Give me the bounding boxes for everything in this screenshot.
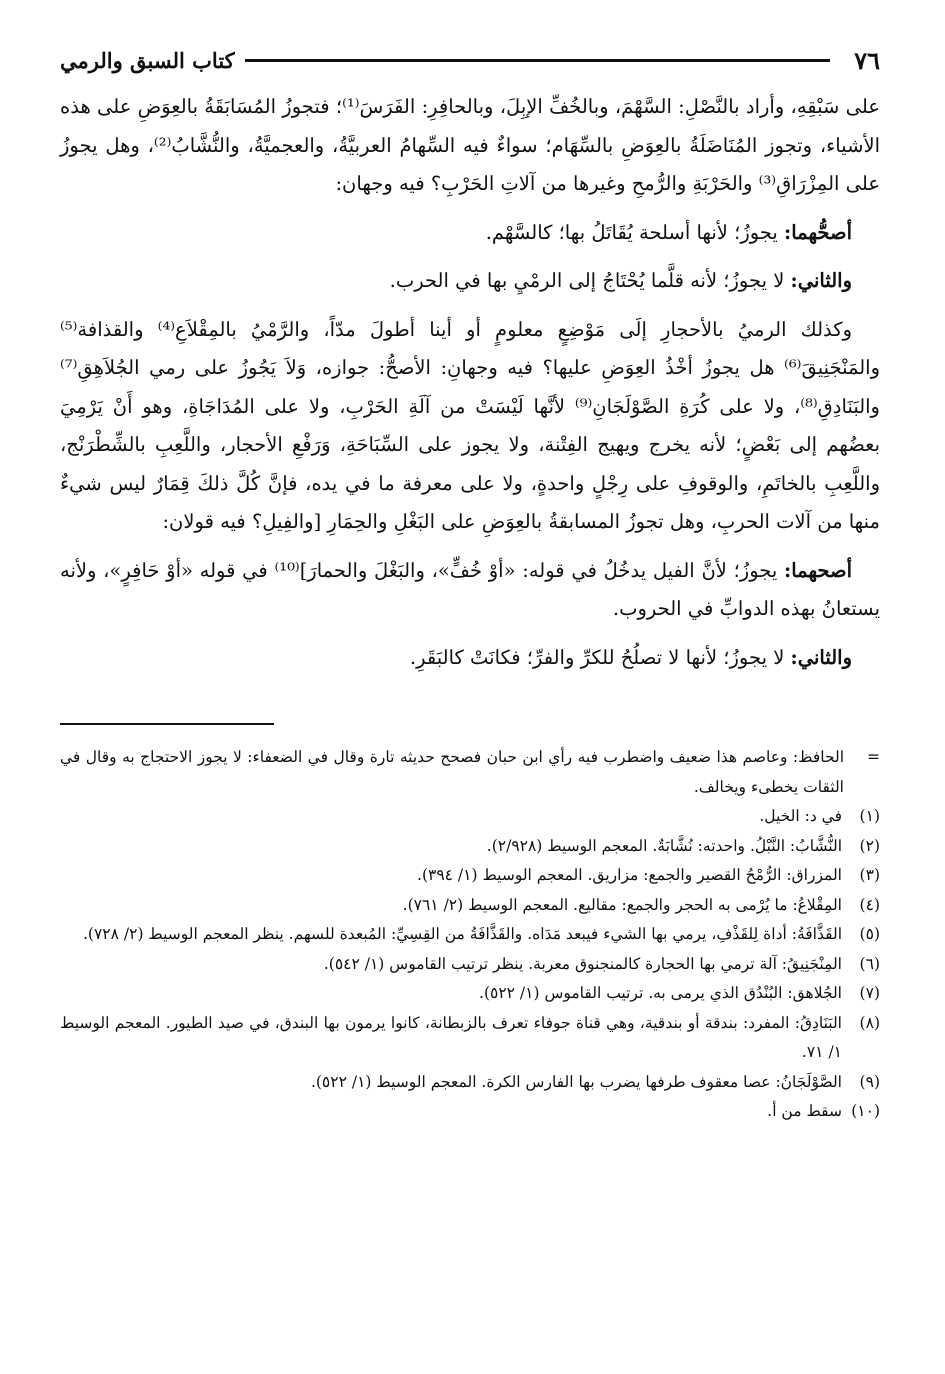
footnote-text: في د: الخيل.	[759, 807, 842, 825]
footnote-number: (٢)	[859, 836, 880, 855]
footnote-continuation	[60, 743, 880, 802]
footnote-number: (٤)	[859, 895, 880, 914]
footnote-6	[60, 950, 880, 980]
footnote-number: (٧)	[859, 984, 880, 1002]
footnote-text: الصَّوْلَجَانُ: عصا معقوف طرفها يضرب بها الفارس الكرة. المعجم الوسيط (١/ ٥٢٢).	[310, 1072, 842, 1091]
footnote-text: المِقْلاعُ: ما يُرْمى به الحجر والجمع: مقاليع. المعجم الوسيط (٢/ ٧٦١).	[402, 895, 842, 914]
footnote-5	[60, 920, 880, 950]
footnote-number: (٣)	[859, 866, 880, 884]
footnote-text: الجُلاهق: البُنْدُق الذي يرمى به. ترتيب القاموس (١/ ٥٢٢).	[479, 984, 842, 1002]
paragraph-2	[60, 214, 880, 253]
paragraph-text: لا يجوزُ؛ لأنها لا تصلُحُ للكرِّ والفرِّ؛ فكانَتْ كالبَقَرِ.	[409, 645, 791, 669]
main-text	[60, 88, 880, 677]
footnote-7	[60, 979, 880, 1009]
footnote-8	[60, 1009, 880, 1068]
footnote-3	[60, 861, 880, 891]
footnote-number: (١)	[859, 807, 880, 825]
footnote-10	[60, 1097, 880, 1127]
page	[60, 40, 880, 1127]
page-number: ٧٦	[854, 45, 880, 75]
footnote-text: النُّشَّابُ: النَّبْلُ. واحدته: نُشَّابَةٌ. المعجم الوسيط (٢/٩٢٨).	[486, 836, 842, 855]
footnote-number: =	[867, 748, 880, 766]
footnote-number: (٨)	[859, 1013, 880, 1032]
footnote-text: سقط من أ.	[767, 1102, 842, 1120]
paragraph-5	[60, 552, 880, 629]
footnotes	[60, 743, 880, 1127]
footnote-1	[60, 802, 880, 832]
footnote-text: المِنْجَنِيقُ: آلة ترمي بها الحجارة كالمنجنوق معربة. ينظر ترتيب القاموس (١/ ٥٤٢).	[323, 954, 842, 973]
footnote-2	[60, 832, 880, 862]
footnote-4	[60, 891, 880, 921]
running-title: كتاب السبق والرمي	[60, 47, 235, 73]
footnote-number: (١٠)	[851, 1102, 880, 1120]
page-header	[60, 40, 880, 80]
footnote-9	[60, 1068, 880, 1098]
paragraph-lead: والثاني:	[790, 645, 852, 669]
footnote-number: (٥)	[859, 925, 880, 943]
paragraph-text: يجوزُ؛ لأنها أسلحة يُقَاتَلُ بها؛ كالسَّهْم.	[485, 220, 785, 244]
paragraph-3	[60, 262, 880, 301]
paragraph-6	[60, 639, 880, 678]
footnote-text: القَذَّافَةُ: أداة لِلقَذْفِ، يرمي بها الشيء فيبعد مَدَاه. والقَذَّافَةُ من القِسِيِّ: المُبعدة للسهم. ينظر المعجم الوسيط (٢/ ٧٢٨).	[82, 925, 842, 943]
header-rule	[245, 59, 831, 62]
footnote-text: المزراق: الرُّمْحُ القصير والجمع: مزاريق. المعجم الوسيط (١/ ٣٩٤).	[417, 866, 842, 884]
paragraph-lead: أصحهما:	[784, 558, 852, 582]
footnote-text: الحافظ: وعاصم هذا ضعيف واضطرب فيه رأي ابن حبان فصحح حديثه تارة وقال في الضعفاء: لا يجوز الاحتجاج به وقال في الثقات يخطىء ويخالف.	[60, 748, 844, 796]
paragraph-text: يجوزُ؛ لأنَّ الفيل يدخُلُ في قوله: «أوْ خُفٍّ»، والبَغْلَ والحمارَ]⁽¹⁰⁾ في قوله «أوْ حَافِرٍ»، ولأنه يستعانُ بهذه الدوابِّ في الحروب.	[60, 558, 880, 620]
footnote-text: البَنَادِقُ: المفرد: بندقة أو بندقية، وهي قناة جوفاء تعرف بالزبطانة، كانوا يرمون بها البندق، في صيد الطيور. المعجم الوسيط ١/ ٧١.	[60, 1013, 842, 1061]
paragraph-text: لا يجوزُ؛ لأنه قلَّما يُحْتَاجُ إلى الرمْيِ بها في الحرب.	[389, 269, 791, 292]
paragraph-lead: أصحُّهما:	[784, 220, 852, 244]
paragraph-4: وكذلك الرميُ بالأحجارِ إلَى مَوْضِعٍ معلومٍ أو أينا أطولَ مدّاً، والرَّمْيُ بالمِقْلاَعِ⁽⁴⁾ والقذافة⁽⁵⁾ والمَنْجَنِيقَ⁽⁶⁾ هل يجوزُ أخْذُ العِوَضِ عليها؟ فيه وجهانِ: الأصحُّ: جوازه، وَلاَ يَجُوزُ على رمي الجُلاَهِقِ⁽⁷⁾ والبَنَادِقِ⁽⁸⁾، ولا على كُرَةِ الصَّوْلَجَانِ⁽⁹⁾ لأنَّها لَيْسَتْ من آلَةِ الحَرْبِ، ولا على المُدَاجَاةِ، وهو أَنْ يَرْمِيَ بعضُهم إلى بَعْضٍ؛ لأنه يخرج ويهيج الفِتْنة، ولا يجوز على السِّبَاحَةِ، وَرَفْعِ الأحجار، واللَّعِبِ بالشِّطْرَنْج، واللَّعِبِ بالخاتَمِ، والوقوفِ على رِجْلٍ واحدةٍ، ولا على معرفة ما في يده، فإنَّ كُلَّ ذلكَ قِمَارٌ ليس شيءٌ منها من آلات الحربِ، وهل تجوزُ المسابقةُ بالعِوَضِ على البَغْلِ والحِمَارِ [والفِيلِ؟ فيه قولان:	[60, 317, 880, 533]
footnote-number: (٦)	[859, 954, 880, 973]
paragraph-1: على سَبْقِهِ، وأراد بالنَّصْلِ: السَّهْمَ، وبالخُفِّ الإبِلَ، وبالحافِرِ: الفَرَسَ⁽¹⁾؛ فتجوزُ المُسَابَقَةُ بالعِوَضِ على هذه الأشياء، وتجوز المُنَاضَلَةُ بالعِوَضِ بالسِّهَام؛ سواءٌ فيه السِّهامُ العربيَّةُ، والعجميَّةُ، والنُّشَّابُ⁽²⁾، وهل يجوزُ على المِزْرَاقِ⁽³⁾ والحَرْبَةِ والرُّمحِ وغيرها من آلاتِ الحَرْبِ؟ فيه وجهان:	[60, 95, 880, 195]
footnote-number: (٩)	[859, 1072, 880, 1091]
footnote-separator	[60, 723, 274, 725]
paragraph-lead: والثاني:	[790, 269, 852, 292]
